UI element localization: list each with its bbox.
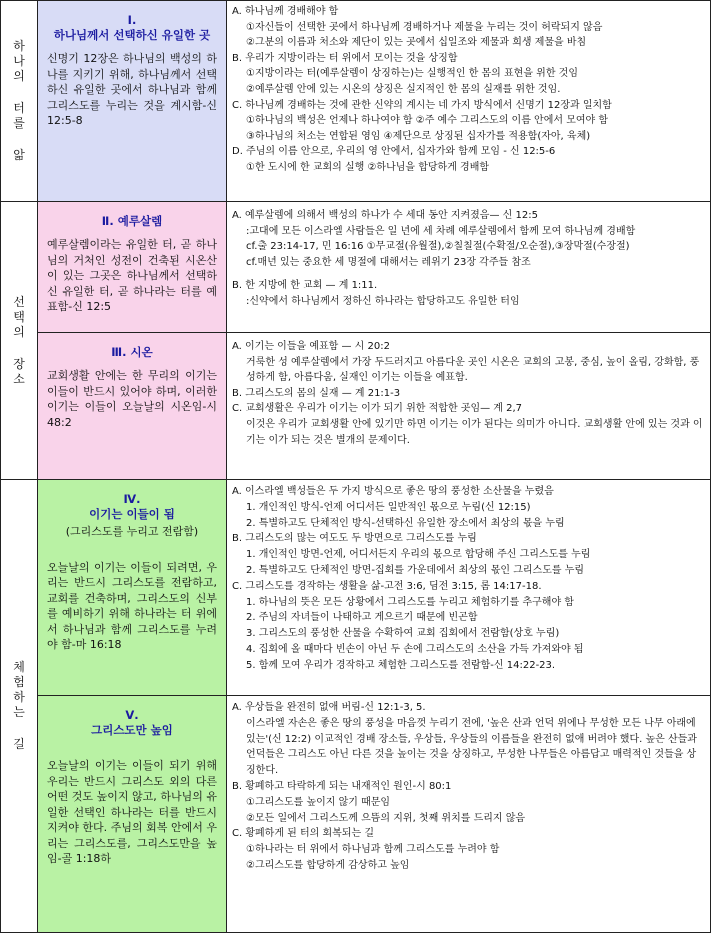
- point-line: A. 하나님께 경배해야 함: [232, 6, 339, 17]
- point-line: :신약에서 하나님께서 정하신 하나라는 합당하고도 유일한 터임: [246, 295, 520, 307]
- point-line: ②그리스도를 합당하게 감상하고 높임: [246, 859, 410, 871]
- section-4-title: Ⅳ. 이기는 이들이 됨: [89, 492, 175, 521]
- point-line: A. 예루살렘에 의해서 백성의 하나가 수 세대 동안 지켜졌음— 신 12:5: [232, 210, 538, 221]
- table-row: [1, 333, 711, 480]
- point-line: ②예루살렘 안에 있는 시온의 상징은 실지적인 한 몸의 실재를 위한 것임.: [246, 83, 561, 95]
- section-4-summary: [38, 480, 227, 696]
- point-line: 3. 그리스도의 풍성한 산물을 수확하여 교회 집회에서 전람함(상호 누림): [246, 628, 560, 640]
- point-line: 1. 하나님의 뜻은 모든 상황에서 그리스도를 누리고 체험하기를 추구해야 함: [246, 596, 574, 608]
- point-line: ①한 도시에 한 교회의 실행 ②하나님을 합당하게 경배함: [246, 161, 490, 173]
- point-line: C. 교회생활은 우리가 이기는 이가 되기 위한 적합한 곳임— 계 2,7: [232, 403, 523, 415]
- section-label-place: [1, 202, 38, 480]
- point-line: 4. 집회에 올 때마다 빈손이 아닌 두 손에 그리스도의 소산을 가득 가져와야 됨: [246, 643, 584, 655]
- point-line: 5. 함께 모여 우리가 경작하고 체험한 그리스도를 전람함-신 14:22-23.: [246, 659, 556, 671]
- section-1-points: [227, 1, 711, 202]
- table-row: [1, 1, 711, 202]
- point-line: ①그리스도를 높이지 않기 때문임: [246, 796, 391, 808]
- point-line: 이스라엘 자손은 좋은 땅의 풍성을 마음껏 누리기 전에, '높은 산과 언덕 위에나 무성한 모든 나무 아래에 있는'(신 12:2) 이교적인 경배 장소들, 우상들, 우상들의 이름들을 완전히 없애 버려야 했다. 높은 산들과 언덕들은 그리스도 아닌 다른 것을 높이는 것을 상징하고, 무성한 나무들은 아름답고 매력적인 것들을 상징한다.: [246, 717, 697, 777]
- table-row: [1, 696, 711, 933]
- section-label-text: 체 험 하 는 길: [13, 660, 25, 751]
- point-line: B. 한 지방에 한 교회 — 계 1:11.: [232, 280, 378, 292]
- table-row: [1, 480, 711, 696]
- point-line: 1. 개인적인 방식-언제 어디서든 일반적인 몫으로 누림(신 12:15): [246, 501, 531, 513]
- section-label-text: 하 나 의 터 를 앎: [13, 39, 25, 162]
- point-line: 2. 특별하고도 단체적인 방식-선택하신 유일한 장소에서 최상의 몫을 누림: [246, 517, 565, 529]
- point-line: A. 우상들을 완전히 없애 버림-신 12:1-3, 5.: [232, 702, 426, 713]
- section-label-text: 선 택 의 장 소: [13, 294, 25, 386]
- point-line: B. 그리스도의 많는 여도도 두 방면으로 그리스도를 누림: [232, 533, 477, 545]
- section-5-body: 오늘날의 이기는 이들이 되기 위해 우리는 반드시 그리스도 외의 다른 어떤 것도 높이지 않고, 하나님의 유일한 선택인 하나라는 터를 반드시 지켜야 한다. 주님의 회복 안에서 우리는 그리스도를, 그리스도만을 높임-골 1:18하: [47, 759, 217, 865]
- section-1-body: 신명기 12장은 하나님의 백성의 하나를 지키기 위해, 하나님께서 선택하신 유일한 곳에서 하나님과 함께 그리스도를 누리는 것을 계시함-신 12:5-8: [47, 52, 217, 127]
- section-1-summary: [38, 1, 227, 202]
- point-line: ③하나님의 처소는 연합된 영임 ④제단으로 상징된 십자가를 적용함(자아, 육체): [246, 130, 591, 142]
- point-line: cf.매년 있는 중요한 세 명절에 대해서는 레위기 23장 각주들 참조: [246, 256, 531, 268]
- point-line: ①자신들이 선택한 곳에서 하나님께 경배하거나 제물을 누리는 것이 허락되지 않음: [246, 21, 603, 33]
- section-3-points: [227, 333, 711, 480]
- point-line: ①하나님의 백성은 언제나 하나여야 함 ②주 예수 그리스도의 이름 안에서 모여야 함: [246, 115, 609, 127]
- point-line: B. 우리가 지방이라는 터 위에서 모이는 것을 상징함: [232, 52, 458, 64]
- point-line: 1. 개인적인 방면-언제, 어디서든지 우리의 몫으로 합당해 주신 그리스도를 누림: [246, 549, 591, 561]
- section-3-title: Ⅲ. 시온: [111, 345, 153, 359]
- point-line: D. 주님의 이름 안으로, 우리의 영 안에서, 십자가와 함께 모임 - 신 12:5-6: [232, 146, 556, 158]
- point-line: ②모든 일에서 그리스도께 으뜸의 지위, 첫째 위치를 드리지 않음: [246, 812, 526, 824]
- section-4-subtitle: (그리스도를 누리고 전람함): [65, 525, 199, 538]
- point-line: C. 그리스도를 경작하는 생활을 삶-고전 3:6, 딤전 3:15, 롬 14:17-18.: [232, 580, 542, 592]
- point-line: cf.출 23:14-17, 민 16:16 ①무교절(유월절),②칠칠절(수확절/오순절),③장막절(수장절): [246, 241, 630, 253]
- point-line: ②그분의 이름과 처소와 제단이 있는 곳에서 십일조와 제물과 희생 제물을 바침: [246, 37, 587, 49]
- section-3-summary: [38, 333, 227, 480]
- section-label-know: [1, 1, 38, 202]
- point-line: :고대에 모든 이스라엘 사람들은 일 년에 세 차례 예루살렘에서 함께 모여 하나님께 경배함: [246, 225, 636, 237]
- section-2-title: Ⅱ. 예루살렘: [101, 214, 163, 228]
- point-line: A. 이기는 이들을 예표함 — 시 20:2: [232, 341, 390, 352]
- section-4-points: [227, 480, 711, 696]
- section-2-summary: [38, 202, 227, 333]
- section-3-body: 교회생활 안에는 한 무리의 이기는 이들이 반드시 있어야 하며, 이러한 이기는 이들이 오늘날의 시온임-시 48:2: [47, 369, 217, 429]
- table-row: [1, 202, 711, 333]
- section-2-points: [227, 202, 711, 333]
- point-line: C. 황폐하게 된 터의 회복되는 길: [232, 828, 374, 840]
- point-line: A. 이스라엘 백성들은 두 가지 방식으로 좋은 땅의 풍성한 소산물을 누렸음: [232, 486, 554, 497]
- point-line: ①하나라는 터 위에서 하나님과 함께 그리스도를 누려야 함: [246, 844, 500, 856]
- section-5-title: Ⅴ. 그리스도만 높임: [91, 708, 173, 737]
- point-line: B. 그리스도의 몸의 실재 — 계 21:1-3: [232, 387, 401, 399]
- point-line: 이것은 우리가 교회생활 안에 있기만 하면 이기는 이가 된다는 의미가 아니다. 교회생활 안에 있는 것과 이기는 이가 되는 것은 별개의 문제이다.: [246, 418, 703, 446]
- point-line: B. 황폐하고 타락하게 되는 내재적인 원인-시 80:1: [232, 780, 452, 792]
- point-line: 2. 특별하고도 단체적인 방면-집회를 가운데에서 최상의 몫인 그리스도를 누림: [246, 564, 585, 576]
- point-line: C. 하나님께 경배하는 것에 관한 신약의 계시는 네 가지 방식에서 신명기 12장과 일치함: [232, 99, 612, 111]
- section-2-body: 예루살렘이라는 유일한 터, 곧 하나님의 거처인 성전이 건축된 시온산이 있는 그곳은 하나님께서 선택하신 유일한 터, 곧 하나라는 터를 예표함-신 12:5: [47, 238, 217, 313]
- section-5-points: [227, 696, 711, 933]
- section-4-body: 오늘날의 이기는 이들이 되려면, 우리는 반드시 그리스도를 전람하고, 교회를 건축하며, 그리스도의 신부를 예비하기 위해 하나라는 터 위에서 하나님과 함께 그리스도를 누려야 함-마 16:18: [47, 560, 217, 651]
- section-1-title: Ⅰ. 하나님께서 선택하신 유일한 곳: [53, 13, 211, 42]
- section-label-way: [1, 480, 38, 933]
- point-line: ①지방이라는 터(예루살렘이 상징하는)는 실행적인 한 몸의 표현을 위한 것임: [246, 68, 578, 80]
- point-line: 거룩한 성 예루살렘에서 가장 두드러지고 아름다운 곳인 시온은 교회의 고봉, 중심, 높이 올림, 강화함, 풍성하게 함, 아름다움, 실재인 이기는 이들을 예표함.: [246, 356, 700, 384]
- point-line: 2. 주님의 자녀들이 나태하고 게으르기 때문에 빈곤함: [246, 612, 478, 624]
- section-5-summary: [38, 696, 227, 933]
